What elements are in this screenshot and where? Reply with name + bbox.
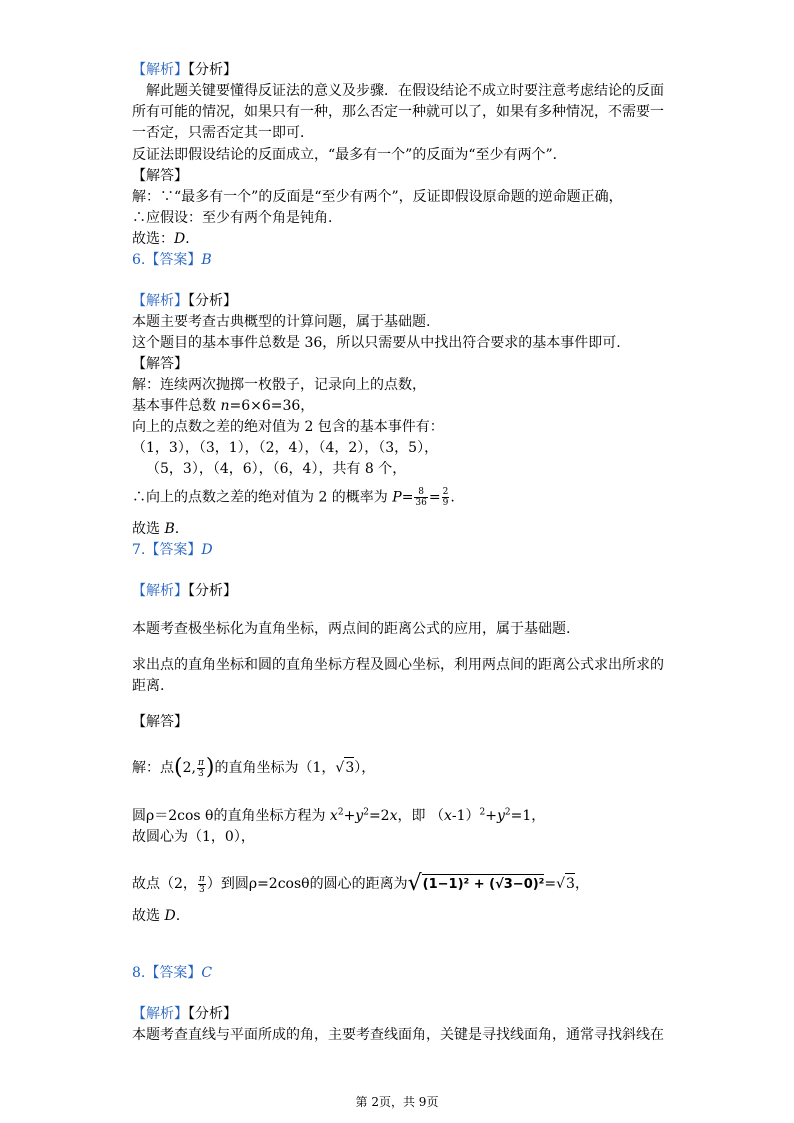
- text-line: 解：∵“最多有一个”的反面是“至少有两个”，反证即假设原命题的逆命题正确，: [132, 189, 623, 205]
- analysis-heading: 【解析】【分析】: [132, 1006, 237, 1022]
- text-line: 反证法即假设结论的反面成立，“最多有一个”的反面为“至少有两个”．: [132, 147, 567, 163]
- choice-line: 故选 B.: [132, 521, 180, 537]
- text-line: （5，3），（4，6），（6，4），共有 8 个，: [146, 461, 407, 477]
- text-line: ∴应假设：至少有两个角是钝角．: [132, 210, 342, 226]
- text-line: 故圆心为（1，0），: [132, 829, 255, 845]
- left-paren: (: [174, 755, 183, 780]
- distance-line: 故点（2， $\frac{\pi}{3}$ ）到圆ρ=2cosθ的圆心的距离为√(1−1)² + (√3−0)²=√3，: [132, 871, 589, 896]
- fraction: $\frac{2}{9}$: [442, 487, 449, 508]
- analysis-heading: 【解析】【分析】: [132, 583, 237, 599]
- probability-line: ∴向上的点数之差的绝对值为 2 的概率为 P= $\frac{8}{36}$ = $\frac{2}{9}$ .: [132, 487, 455, 508]
- text-line: 所有可能的情况，如果只有一种，那么否定一种就可以了，如果有多种情况，不需要一: [132, 104, 664, 120]
- polar-point-line: 解：点(2, $\frac{\pi}{3}$ )的直角坐标为（1，√3），: [132, 755, 376, 780]
- text-line: 本题考查极坐标化为直角坐标，两点间的距离公式的应用，属于基础题.: [132, 621, 571, 637]
- analysis-tag: 【解析】: [132, 62, 188, 78]
- answer-line-6: 6.【答案】B: [132, 252, 212, 268]
- analysis-heading: 【解析】【分析】: [132, 293, 237, 309]
- page-footer: 第 2页，共 9页: [355, 1095, 439, 1109]
- sqrt-icon: √: [335, 760, 345, 776]
- answer-line-8: 8.【答案】C: [132, 965, 213, 981]
- text-line: （1，3），（3，1），（2，4），（4，2），（3，5），: [132, 440, 439, 456]
- text-line: 解：连续两次抛掷一枚骰子，记录向上的点数，: [132, 377, 426, 393]
- sqrt-icon: √: [407, 871, 422, 896]
- answer-line-7: 7.【答案】D: [132, 542, 213, 558]
- fraction: $\frac{\pi}{3}$: [197, 757, 204, 779]
- text-line: 基本事件总数 n=6×6=36，: [132, 398, 315, 414]
- analysis-heading: 【解析】【分析】: [132, 62, 237, 78]
- text-line: 本题主要考查古典概型的计算问题，属于基础题.: [132, 314, 431, 330]
- text-line: 一否定，只需否定其一即可．: [132, 125, 314, 141]
- right-paren: ): [205, 755, 215, 780]
- text-line: 解此题关键要懂得反证法的意义及步骤．在假设结论不成立时要注意考虑结论的反面: [146, 83, 664, 99]
- fraction: $\frac{\pi}{3}$: [198, 873, 205, 895]
- text-line: 本题考查直线与平面所成的角，主要考查线面角，关键是寻找线面角，通常寻找斜线在: [132, 1027, 664, 1043]
- solution-heading: 【解答】: [132, 168, 188, 184]
- solution-heading: 【解答】: [132, 356, 188, 372]
- sqrt-icon: √: [556, 876, 566, 892]
- circle-equation-line: 圆ρ＝2cos θ的直角坐标方程为 $x^2+y^2=2x$，即 $(x-1)^2+y^2=1$，: [132, 807, 546, 824]
- solution-heading: 【解答】: [132, 714, 188, 730]
- text-line: 这个题目的基本事件总数是 36，所以只需要从中找出符合要求的基本事件即可.: [132, 335, 621, 351]
- fraction: $\frac{8}{36}$: [415, 487, 427, 508]
- choice-line: 故选 D.: [132, 908, 181, 924]
- choice-line: 故选：D．: [132, 231, 200, 247]
- text-line: 求出点的直角坐标和圆的直角坐标方程及圆心坐标，利用两点间的距离公式求出所求的: [132, 657, 664, 673]
- text-line: 向上的点数之差的绝对值为 2 包含的基本事件有：: [132, 419, 444, 435]
- text-line: 距离.: [132, 678, 165, 694]
